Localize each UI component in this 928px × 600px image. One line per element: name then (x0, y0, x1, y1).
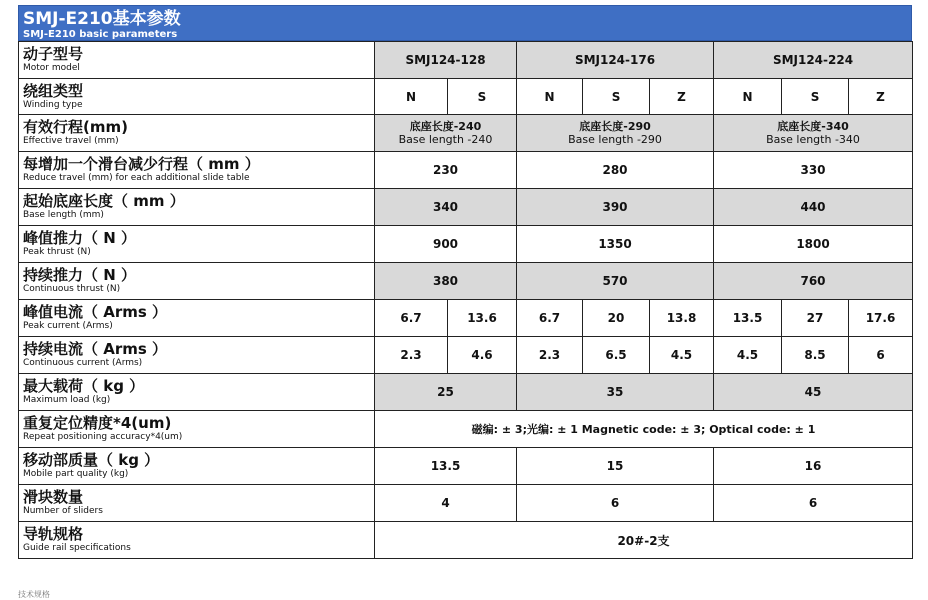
base-length-cell: 390 (517, 189, 714, 226)
winding-cell: Z (849, 79, 913, 115)
continuous-current-cell: 2.3 (375, 337, 448, 374)
table-title: SMJ-E210基本参数 (23, 9, 181, 29)
footer-text: 技术规格 (18, 590, 50, 599)
base-length-cell: 440 (714, 189, 913, 226)
row-label-continuous-current: 持续电流（ Arms ） Continuous current (Arms) (19, 337, 375, 374)
continuous-current-cell: 4.6 (448, 337, 517, 374)
peak-current-cell: 27 (782, 300, 849, 337)
row-label-effective-travel: 有效行程(mm) Effective travel (mm) (19, 115, 375, 152)
row-label-peak-thrust: 峰值推力（ N ） Peak thrust (N) (19, 226, 375, 263)
winding-cell: N (375, 79, 448, 115)
winding-cell: N (517, 79, 583, 115)
continuous-thrust-cell: 570 (517, 263, 714, 300)
peak-current-cell: 6.7 (517, 300, 583, 337)
guide-rail-cell: 20#-2支 (375, 522, 913, 559)
peak-current-cell: 20 (583, 300, 650, 337)
peak-current-cell: 6.7 (375, 300, 448, 337)
table-row (19, 263, 913, 300)
winding-cell: S (583, 79, 650, 115)
winding-cell: Z (650, 79, 714, 115)
effective-travel-cell: 底座长度-340 Base length -340 (714, 115, 913, 152)
continuous-current-cell: 8.5 (782, 337, 849, 374)
max-load-cell: 45 (714, 374, 913, 411)
mobile-mass-cell: 15 (517, 448, 714, 485)
effective-travel-cell: 底座长度-290 Base length -290 (517, 115, 714, 152)
continuous-thrust-cell: 380 (375, 263, 517, 300)
table-row (19, 300, 913, 337)
row-label-max-load: 最大载荷（ kg ） Maximum load (kg) (19, 374, 375, 411)
table-row (19, 485, 913, 522)
sliders-cell: 6 (714, 485, 913, 522)
winding-cell: S (782, 79, 849, 115)
row-label-winding-type: 绕组类型 Winding type (19, 79, 375, 115)
continuous-thrust-cell: 760 (714, 263, 913, 300)
row-label-continuous-thrust: 持续推力（ N ） Continuous thrust (N) (19, 263, 375, 300)
mobile-mass-cell: 16 (714, 448, 913, 485)
row-label-guide-rail: 导轨规格 Guide rail specifications (19, 522, 375, 559)
reduce-travel-cell: 230 (375, 152, 517, 189)
peak-current-cell: 17.6 (849, 300, 913, 337)
peak-current-cell: 13.5 (714, 300, 782, 337)
reduce-travel-cell: 330 (714, 152, 913, 189)
table-row (19, 522, 913, 559)
row-label-motor-model: 动子型号 Motor model (19, 42, 375, 79)
table-row (19, 79, 913, 115)
table-row (19, 42, 913, 79)
peak-current-cell: 13.8 (650, 300, 714, 337)
table-row (19, 189, 913, 226)
table-title-bar (18, 5, 912, 41)
peak-thrust-cell: 900 (375, 226, 517, 263)
reduce-travel-cell: 280 (517, 152, 714, 189)
winding-cell: N (714, 79, 782, 115)
table-row (19, 152, 913, 189)
table-row (19, 115, 913, 152)
table-row (19, 374, 913, 411)
row-label-repeat-accuracy: 重复定位精度*4(um) Repeat positioning accuracy*4(um) (19, 411, 375, 448)
continuous-current-cell: 4.5 (714, 337, 782, 374)
parameter-table (18, 41, 913, 559)
sliders-cell: 6 (517, 485, 714, 522)
table-row (19, 411, 913, 448)
peak-thrust-cell: 1350 (517, 226, 714, 263)
table-row (19, 448, 913, 485)
continuous-current-cell: 4.5 (650, 337, 714, 374)
row-label-mobile-mass: 移动部质量（ kg ） Mobile part quality (kg) (19, 448, 375, 485)
peak-current-cell: 13.6 (448, 300, 517, 337)
motor-model-cell: SMJ124-176 (517, 42, 714, 79)
motor-model-cell: SMJ124-128 (375, 42, 517, 79)
peak-thrust-cell: 1800 (714, 226, 913, 263)
row-label-reduce-travel: 每增加一个滑台减少行程（ mm ） Reduce travel (mm) for each additional slide table (19, 152, 375, 189)
row-label-peak-current: 峰值电流（ Arms ） Peak current (Arms) (19, 300, 375, 337)
max-load-cell: 35 (517, 374, 714, 411)
continuous-current-cell: 2.3 (517, 337, 583, 374)
winding-cell: S (448, 79, 517, 115)
mobile-mass-cell: 13.5 (375, 448, 517, 485)
row-label-base-length: 起始底座长度（ mm ） Base length (mm) (19, 189, 375, 226)
table-row (19, 226, 913, 263)
repeat-accuracy-cell: 磁编: ± 3;光编: ± 1 Magnetic code: ± 3; Optical code: ± 1 (375, 411, 913, 448)
sliders-cell: 4 (375, 485, 517, 522)
effective-travel-cell: 底座长度-240 Base length -240 (375, 115, 517, 152)
motor-model-cell: SMJ124-224 (714, 42, 913, 79)
max-load-cell: 25 (375, 374, 517, 411)
continuous-current-cell: 6 (849, 337, 913, 374)
table-row (19, 337, 913, 374)
row-label-sliders: 滑块数量 Number of sliders (19, 485, 375, 522)
base-length-cell: 340 (375, 189, 517, 226)
table-subtitle: SMJ-E210 basic parameters (23, 29, 178, 40)
parameter-table-wrapper (18, 5, 912, 559)
continuous-current-cell: 6.5 (583, 337, 650, 374)
